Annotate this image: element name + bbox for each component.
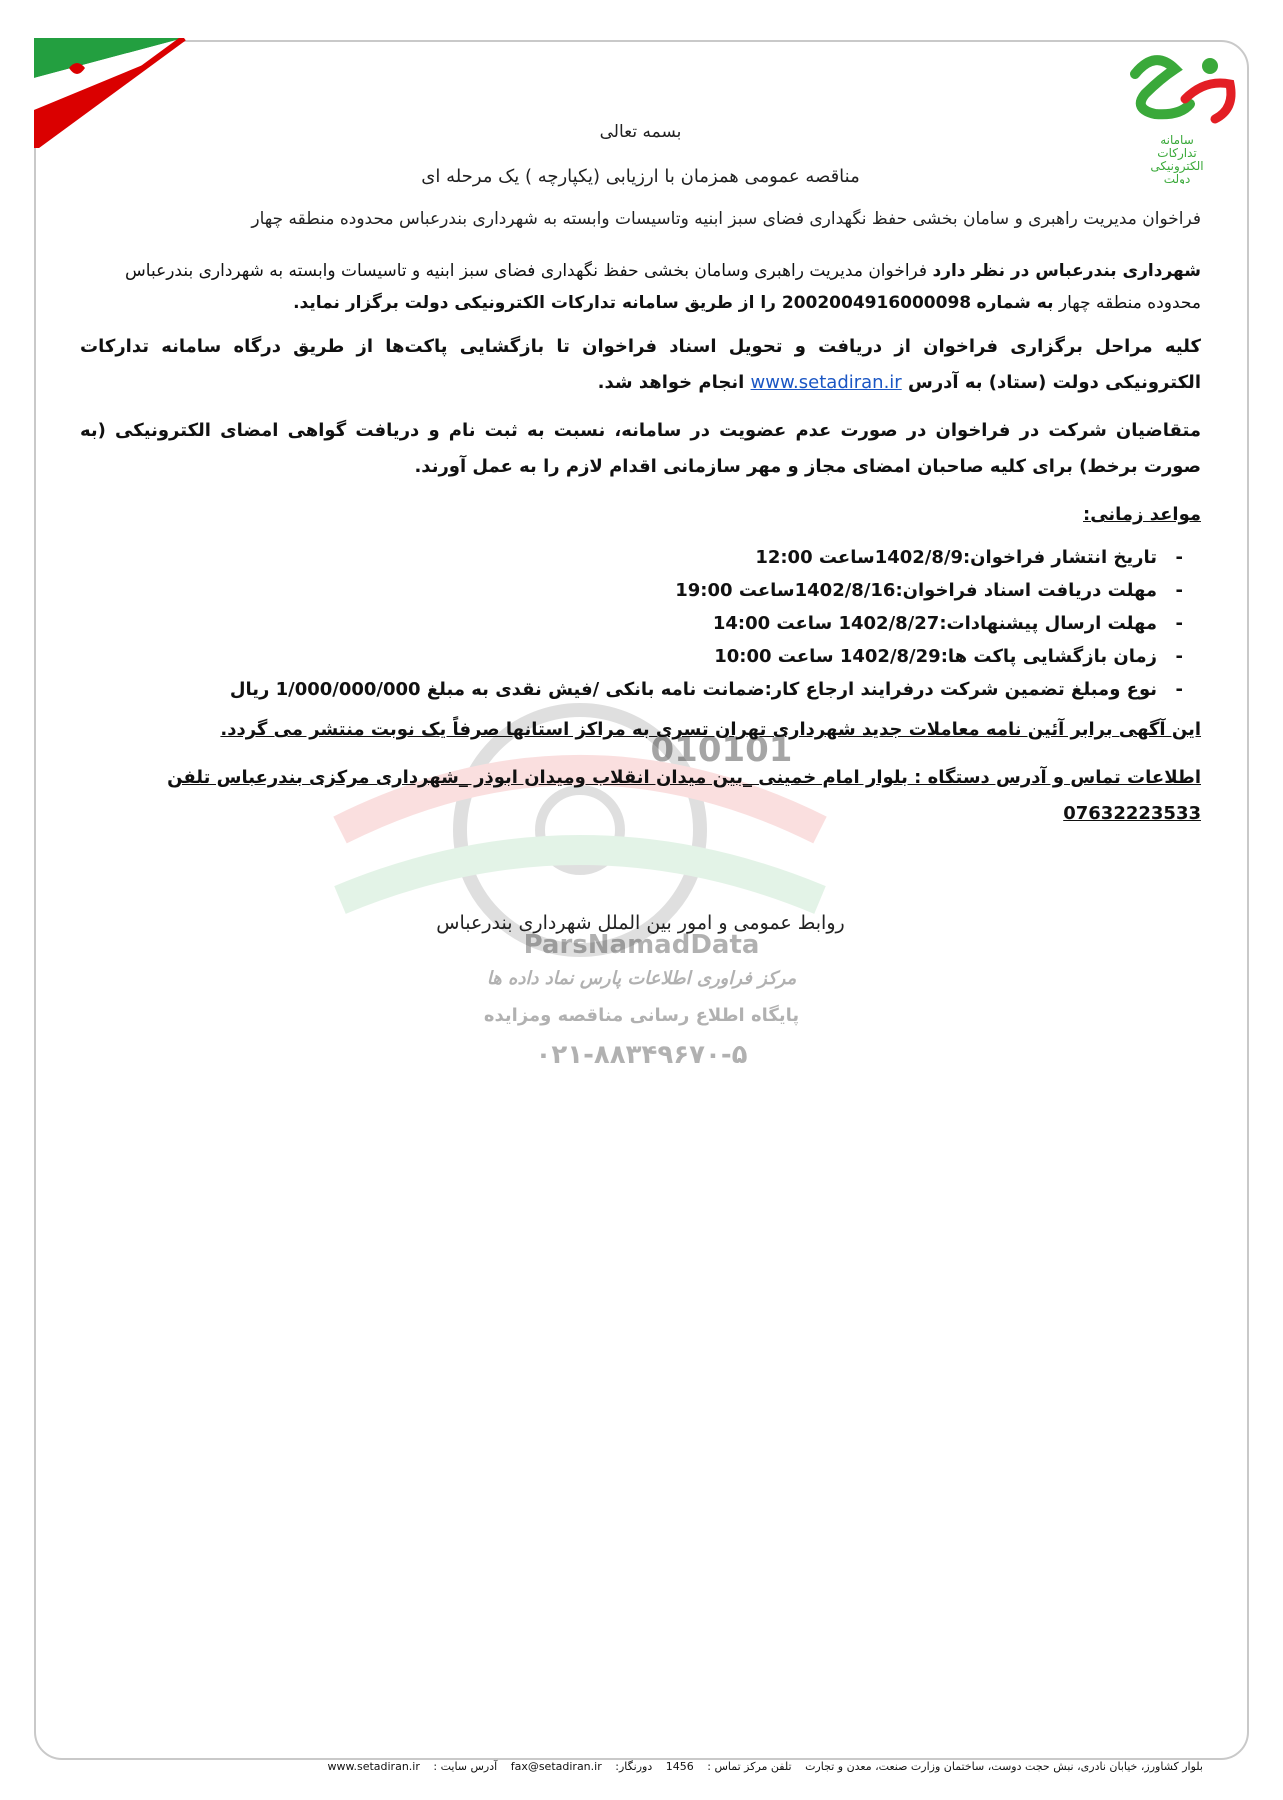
- logo-line-4: دولت: [1163, 172, 1191, 184]
- document-body: [80, 122, 1204, 934]
- tender-subtitle: فراخوان مدیریت راهبری و سامان بخشی حفظ نگهداری فضای سبز ابنیه وتاسیسات وابسته به شهرداری بندرعباس محدوده منطقه چهار: [251, 209, 1201, 229]
- schedule-label: مهلت ارسال پیشنهادات:: [939, 613, 1157, 634]
- footer-fax: fax@setadiran.ir: [510, 1760, 602, 1773]
- intro-paragraph: [80, 255, 1201, 319]
- intro-number-label: به شماره: [976, 293, 1054, 313]
- procedure-text: کلیه مراحل برگزاری فراخوان از دریافت و تحویل اسناد فراخوان تا بازگشایی پاکت‌ها از طریق درگاه سامانه تدارکات الکترونیکی دولت (ستاد) به آدرس: [80, 336, 1201, 393]
- contact-phone: 07632223533: [1063, 803, 1201, 824]
- intro-text: فراخوان مدیریت راهبری وسامان بخشی حفظ نگهداری فضای سبز ابنیه و تاسیسات وابسته به شهرداری بندرعباس محدوده منطقه چهار: [125, 261, 1201, 313]
- contact-info: اطلاعات تماس و آدرس دستگاه : بلوار امام خمینی _بین میدان انقلاب ومیدان ابوذر _شهرداری مرکزی بندرعباس تلفن: [167, 767, 1201, 788]
- intro-tail: را از طریق سامانه تدارکات الکترونیکی دولت برگزار نماید.: [293, 293, 782, 313]
- footer-phone: 1456: [665, 1760, 694, 1773]
- schedule-value: 1402/8/9ساعت 12:00: [755, 547, 963, 568]
- schedule-heading: مواعد زمانی:: [1083, 504, 1201, 525]
- watermark-phone: ۰۲۱-۸۸۳۴۹۶۷۰-۵: [535, 1040, 748, 1070]
- footer-site-link[interactable]: www.setadiran.ir: [327, 1760, 420, 1773]
- schedule-list: [80, 541, 1201, 706]
- procedure-tail: انجام خواهد شد.: [597, 372, 751, 393]
- schedule-item: [80, 574, 1183, 607]
- schedule-item: [80, 673, 1183, 706]
- schedule-value: 1402/8/27 ساعت 14:00: [712, 613, 940, 634]
- basmala: بسمه تعالی: [599, 122, 682, 142]
- logo-line-3: الکترونیکی: [1150, 159, 1204, 173]
- schedule-item: [80, 640, 1183, 673]
- tender-title: مناقصه عمومی همزمان با ارزیابی (یکپارچه ) یک مرحله ای: [421, 166, 860, 187]
- schedule-value: ضمانت نامه بانکی /فیش نقدی به مبلغ 1/000/000/000 ریال: [229, 679, 765, 700]
- watermark-code: 010101: [650, 730, 793, 770]
- registration-paragraph: متقاضیان شرکت در فراخوان در صورت عدم عضویت در سامانه، نسبت به ثبت نام و دریافت گواهی امضای الکترونیکی (به صورت برخط) برای کلیه صاحبان امضای مجاز و مهر سازمانی اقدام لازم را به عمل آورند.: [80, 420, 1201, 477]
- schedule-item: [80, 541, 1183, 574]
- tender-number: 2002004916000098: [781, 293, 972, 313]
- publication-notice: این آگهی برابر آئین نامه معاملات جدید شهرداری تهران تسری به مراکز استانها صرفاً یک نوبت منتشر می گردد.: [220, 719, 1201, 740]
- signature: روابط عمومی و امور بین الملل شهرداری بندرعباس: [436, 912, 845, 934]
- schedule-label: زمان بازگشایی پاکت ها:: [940, 646, 1157, 667]
- procedure-paragraph: [80, 329, 1201, 401]
- schedule-value: 1402/8/16ساعت 19:00: [675, 580, 896, 601]
- logo-line-2: تدارکات: [1157, 146, 1197, 160]
- watermark-brand: ParsNamadData: [523, 930, 760, 960]
- schedule-item: [80, 607, 1183, 640]
- footer-site-label: آدرس سایت :: [433, 1760, 498, 1773]
- logo-line-1: سامانه: [1160, 133, 1194, 147]
- schedule-label: تاریخ انتشار فراخوان:: [962, 547, 1157, 568]
- footer-address: بلوار کشاورز، خیابان نادری، نبش حجت دوست، ساختمان وزارت صنعت، معدن و تجارت: [805, 1760, 1203, 1773]
- footer-phone-label: تلفن مرکز تماس :: [707, 1760, 792, 1773]
- schedule-label: مهلت دریافت اسناد فراخوان:: [895, 580, 1157, 601]
- footer: [140, 1760, 1203, 1773]
- footer-fax-label: دورنگار:: [615, 1760, 653, 1773]
- watermark-line-2: پایگاه اطلاع رسانی مناقصه ومزایده: [483, 1005, 800, 1026]
- intro-lead: شهرداری بندرعباس در نظر دارد: [932, 261, 1201, 281]
- setad-link[interactable]: www.setadiran.ir: [750, 372, 902, 393]
- schedule-label: نوع ومبلغ تضمین شرکت درفرایند ارجاع کار:: [764, 679, 1157, 700]
- schedule-value: 1402/8/29 ساعت 10:00: [714, 646, 941, 667]
- watermark-line-1: مرکز فراوری اطلاعات پارس نماد داده ها: [486, 968, 797, 989]
